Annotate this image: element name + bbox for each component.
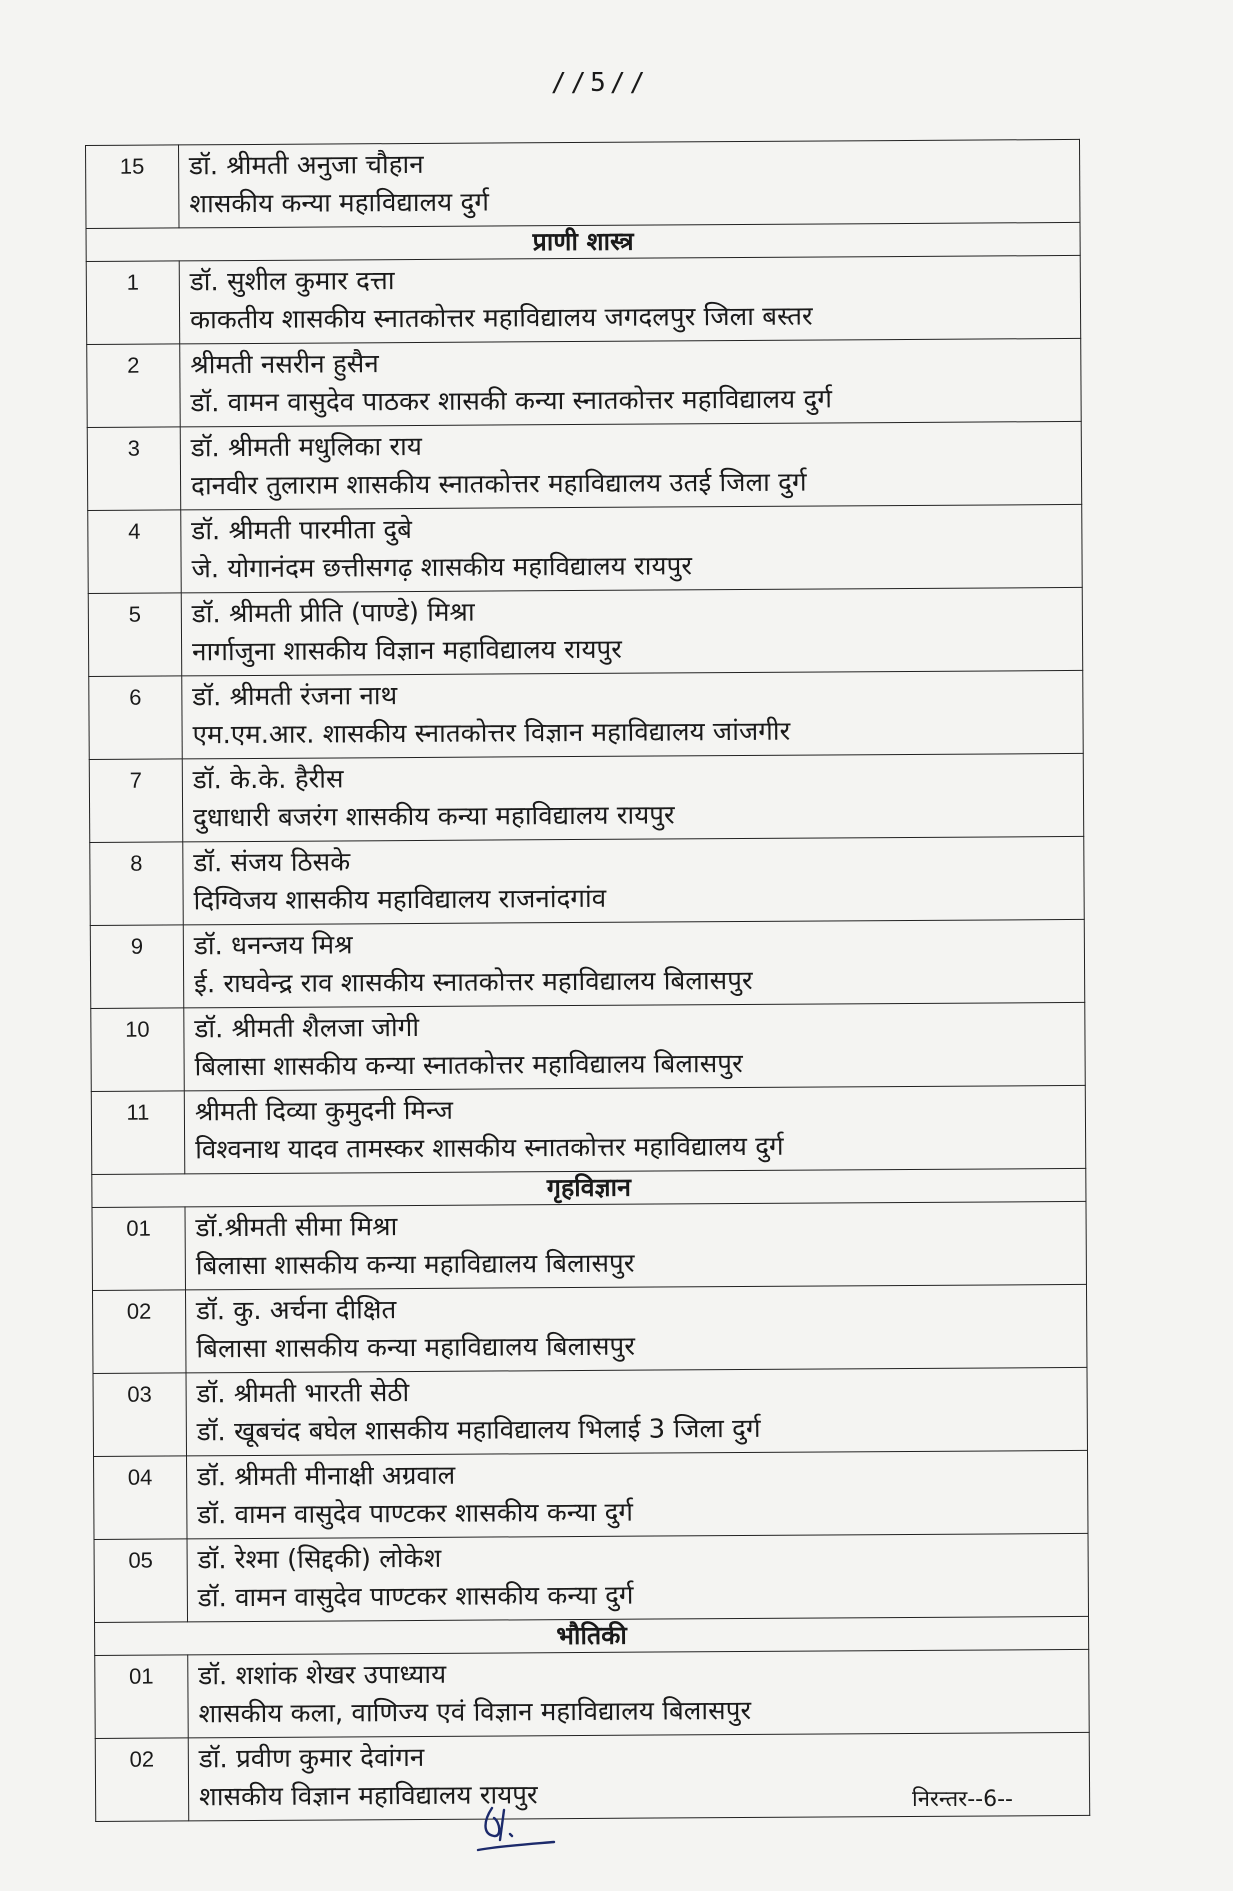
serial-number: 7 bbox=[89, 759, 183, 843]
college-name: बिलासा शासकीय कन्या महाविद्यालय बिलासपुर bbox=[196, 1331, 636, 1365]
college-name: एम.एम.आर. शासकीय स्नातकोत्तर विज्ञान महाविद्यालय जांजगीर bbox=[192, 716, 791, 751]
serial-number: 9 bbox=[90, 925, 184, 1009]
table-row bbox=[92, 1201, 1086, 1290]
entry-cell bbox=[185, 1284, 1086, 1373]
section-heading: प्राणी शास्त्र bbox=[86, 222, 1080, 261]
section-heading: गृहविज्ञान bbox=[92, 1168, 1086, 1207]
table-row bbox=[88, 504, 1082, 593]
college-name: डॉ. वामन वासुदेव पाठकर शासकी कन्या स्नातकोत्तर महाविद्यालय दुर्ग bbox=[190, 384, 833, 419]
serial-number: 15 bbox=[86, 145, 180, 229]
serial-number: 02 bbox=[95, 1738, 189, 1822]
serial-number: 02 bbox=[92, 1290, 186, 1374]
college-name: नार्गाजुना शासकीय विज्ञान महाविद्यालय रायपुर bbox=[192, 634, 622, 668]
table-row bbox=[95, 1649, 1089, 1738]
college-name: जे. योगानंदम छत्तीसगढ़ शासकीय महाविद्यालय रायपुर bbox=[191, 551, 693, 585]
entry-cell bbox=[179, 139, 1080, 228]
serial-number: 8 bbox=[90, 842, 184, 926]
table-row bbox=[94, 1450, 1088, 1539]
person-name: डॉ. श्रीमती मीनाक्षी अग्रवाल bbox=[197, 1460, 456, 1493]
college-name: शासकीय कला, वाणिज्य एवं विज्ञान महाविद्यालय बिलासपुर bbox=[198, 1695, 752, 1730]
entry-cell bbox=[180, 421, 1081, 510]
table-row bbox=[86, 255, 1080, 344]
person-name: डॉ. श्रीमती मधुलिका राय bbox=[190, 431, 422, 464]
person-name: श्रीमती नसरीन हुसैन bbox=[190, 349, 379, 381]
college-name: शासकीय विज्ञान महाविद्यालय रायपुर bbox=[199, 1780, 538, 1813]
college-name: बिलासा शासकीय कन्या महाविद्यालय बिलासपुर bbox=[195, 1248, 635, 1282]
faculty-table bbox=[85, 139, 1090, 1822]
person-name: डॉ. प्रवीण कुमार देवांगन bbox=[198, 1742, 425, 1775]
college-name: दिग्विजय शासकीय महाविद्यालय राजनांदगांव bbox=[193, 883, 607, 917]
table-row bbox=[91, 1002, 1085, 1091]
table-row bbox=[92, 1284, 1086, 1373]
entry-cell bbox=[187, 1533, 1088, 1622]
person-name: डॉ. के.के. हैरीस bbox=[192, 764, 344, 796]
entry-cell bbox=[184, 1002, 1085, 1091]
serial-number: 5 bbox=[88, 593, 182, 677]
person-name: डॉ.श्रीमती सीमा मिश्रा bbox=[195, 1212, 398, 1244]
entry-cell bbox=[182, 670, 1083, 759]
entry-cell bbox=[183, 919, 1084, 1008]
table-row bbox=[90, 919, 1084, 1008]
serial-number: 3 bbox=[87, 427, 181, 511]
table-row bbox=[91, 1085, 1085, 1174]
person-name: डॉ. श्रीमती अनुजा चौहान bbox=[189, 149, 424, 182]
entry-cell bbox=[186, 1367, 1087, 1456]
person-name: डॉ. श्रीमती रंजना नाथ bbox=[192, 681, 398, 713]
entry-cell bbox=[187, 1450, 1088, 1539]
serial-number: 01 bbox=[92, 1207, 186, 1291]
entry-cell bbox=[182, 753, 1083, 842]
table-row bbox=[94, 1533, 1088, 1622]
person-name: डॉ. श्रीमती भारती सेठी bbox=[196, 1378, 410, 1410]
college-name: काकतीय शासकीय स्नातकोत्तर महाविद्यालय जगदलपुर जिला बस्तर bbox=[189, 301, 813, 336]
page-number: //5// bbox=[550, 68, 650, 98]
entry-cell bbox=[181, 504, 1082, 593]
table-row bbox=[90, 836, 1084, 925]
faculty-table-body bbox=[86, 139, 1090, 1821]
serial-number: 6 bbox=[89, 676, 183, 760]
serial-number: 10 bbox=[91, 1008, 185, 1092]
college-name: शासकीय कन्या महाविद्यालय दुर्ग bbox=[189, 187, 490, 220]
college-name: डॉ. खूबचंद बघेल शासकीय महाविद्यालय भिलाई 3 जिला दुर्ग bbox=[196, 1413, 761, 1448]
table-row bbox=[86, 139, 1080, 228]
table-row bbox=[88, 587, 1082, 676]
person-name: डॉ. कु. अर्चना दीक्षित bbox=[196, 1295, 397, 1327]
person-name: डॉ. श्रीमती शैलजा जोगी bbox=[194, 1012, 420, 1045]
table-row bbox=[93, 1367, 1087, 1456]
section-heading: भौतिकी bbox=[95, 1616, 1089, 1655]
college-name: बिलासा शासकीय कन्या स्नातकोत्तर महाविद्यालय बिलासपुर bbox=[194, 1049, 743, 1083]
serial-number: 11 bbox=[91, 1091, 185, 1175]
serial-number: 2 bbox=[87, 344, 181, 428]
person-name: डॉ. शशांक शेखर उपाध्याय bbox=[198, 1659, 447, 1692]
entry-cell bbox=[184, 1085, 1085, 1174]
college-name: दानवीर तुलाराम शासकीय स्नातकोत्तर महाविद्यालय उतई जिला दुर्ग bbox=[190, 467, 807, 502]
entry-cell bbox=[183, 836, 1084, 925]
college-name: डॉ. वामन वासुदेव पाण्टकर शासकीय कन्या दुर्ग bbox=[197, 1497, 634, 1531]
table-row bbox=[89, 670, 1083, 759]
person-name: श्रीमती दिव्या कुमुदनी मिन्ज bbox=[194, 1095, 454, 1128]
signature bbox=[470, 1800, 560, 1860]
person-name: डॉ. धनन्जय मिश्र bbox=[193, 930, 353, 962]
person-name: डॉ. श्रीमती प्रीति (पाण्डे) मिश्रा bbox=[191, 597, 475, 630]
person-name: डॉ. रेश्मा (सिद्दकी) लोकेश bbox=[197, 1543, 442, 1576]
college-name: दुधाधारी बजरंग शासकीय कन्या महाविद्यालय रायपुर bbox=[193, 800, 675, 834]
table-row bbox=[87, 421, 1081, 510]
college-name: डॉ. वामन वासुदेव पाण्टकर शासकीय कन्या दुर्ग bbox=[197, 1580, 634, 1614]
serial-number: 05 bbox=[94, 1539, 188, 1623]
college-name: ई. राघवेन्द्र राव शासकीय स्नातकोत्तर महाविद्यालय बिलासपुर bbox=[194, 965, 753, 1000]
entry-cell bbox=[181, 587, 1082, 676]
entry-cell bbox=[185, 1201, 1086, 1290]
person-name: डॉ. श्रीमती पारमीता दुबे bbox=[191, 515, 413, 547]
table-row bbox=[89, 753, 1083, 842]
continued-note: निरन्तर--6-- bbox=[912, 1787, 1013, 1812]
serial-number: 1 bbox=[86, 261, 180, 345]
serial-number: 04 bbox=[94, 1456, 188, 1540]
person-name: डॉ. सुशील कुमार दत्ता bbox=[189, 266, 395, 298]
entry-cell bbox=[188, 1649, 1089, 1738]
entry-cell bbox=[180, 338, 1081, 427]
serial-number: 4 bbox=[88, 510, 182, 594]
entry-cell bbox=[179, 255, 1080, 344]
serial-number: 01 bbox=[95, 1655, 189, 1739]
table-row bbox=[87, 338, 1081, 427]
serial-number: 03 bbox=[93, 1373, 187, 1457]
college-name: विश्वनाथ यादव तामस्कर शासकीय स्नातकोत्तर महाविद्यालय दुर्ग bbox=[195, 1131, 784, 1166]
person-name: डॉ. संजय ठिसके bbox=[193, 847, 351, 879]
